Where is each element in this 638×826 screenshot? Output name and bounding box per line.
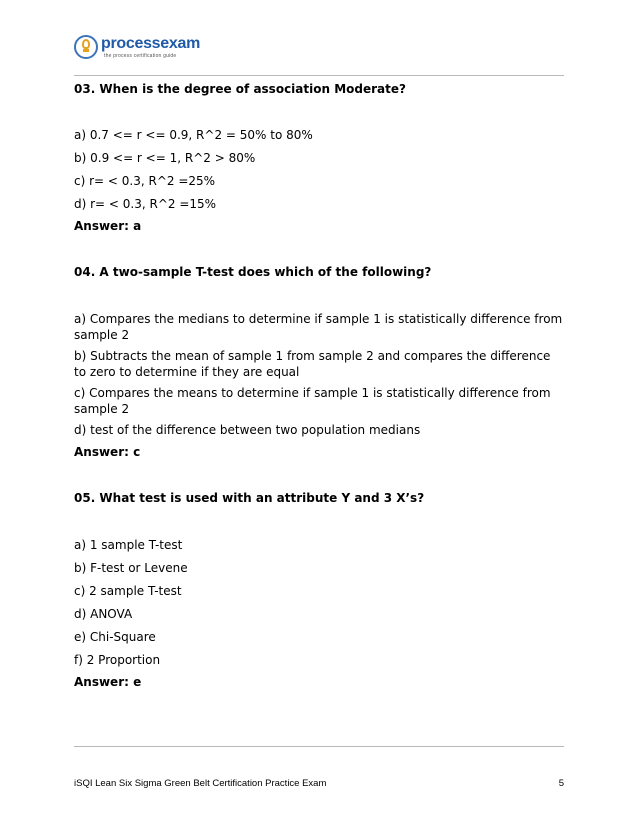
processexam-logo	[74, 33, 200, 63]
questions-body	[74, 78, 564, 690]
question-title: 03. When is the degree of association Moderate?	[74, 82, 406, 96]
answer-option: f) 2 Proportion	[74, 653, 161, 667]
answer-option: d) r= < 0.3, R^2 =15%	[74, 197, 217, 211]
header-divider	[74, 75, 564, 76]
answer-key: Answer: c	[74, 445, 141, 459]
answer-option: e) Chi-Square	[74, 630, 156, 644]
page-number: 5	[558, 778, 564, 789]
logo-text: processexam	[101, 35, 200, 52]
question-title: 05. What test is used with an attribute Y and 3 X’s?	[74, 491, 425, 505]
question-block	[74, 81, 564, 234]
answer-key: Answer: e	[74, 675, 142, 689]
answer-option: a) 1 sample T-test	[74, 538, 183, 552]
footer-divider	[74, 746, 564, 747]
answer-option: b) Subtracts the mean of sample 1 from sample 2 and compares the difference to zero to determine if they are equal	[74, 349, 551, 379]
answer-option: a) 0.7 <= r <= 0.9, R^2 = 50% to 80%	[74, 128, 313, 142]
answer-option: b) F-test or Levene	[74, 561, 188, 575]
answer-option: a) Compares the medians to determine if sample 1 is statistically difference from sample 2	[74, 312, 563, 342]
answer-option: c) Compares the means to determine if sample 1 is statistically difference from sample 2	[74, 386, 551, 416]
answer-option: c) 2 sample T-test	[74, 584, 182, 598]
lightbulb-base-icon	[83, 49, 89, 52]
answer-option: c) r= < 0.3, R^2 =25%	[74, 174, 216, 188]
question-title: 04. A two-sample T-test does which of the following?	[74, 265, 432, 279]
question-block	[74, 490, 564, 690]
answer-key: Answer: a	[74, 219, 142, 233]
question-block	[74, 264, 564, 460]
answer-option: d) test of the difference between two population medians	[74, 423, 421, 437]
footer-title: iSQI Lean Six Sigma Green Belt Certification Practice Exam	[74, 778, 327, 789]
logo-tagline: the process certification guide	[104, 53, 177, 59]
answer-option: b) 0.9 <= r <= 1, R^2 > 80%	[74, 151, 256, 165]
answer-option: d) ANOVA	[74, 607, 133, 621]
lightbulb-icon	[82, 39, 90, 49]
page-footer	[74, 778, 564, 789]
